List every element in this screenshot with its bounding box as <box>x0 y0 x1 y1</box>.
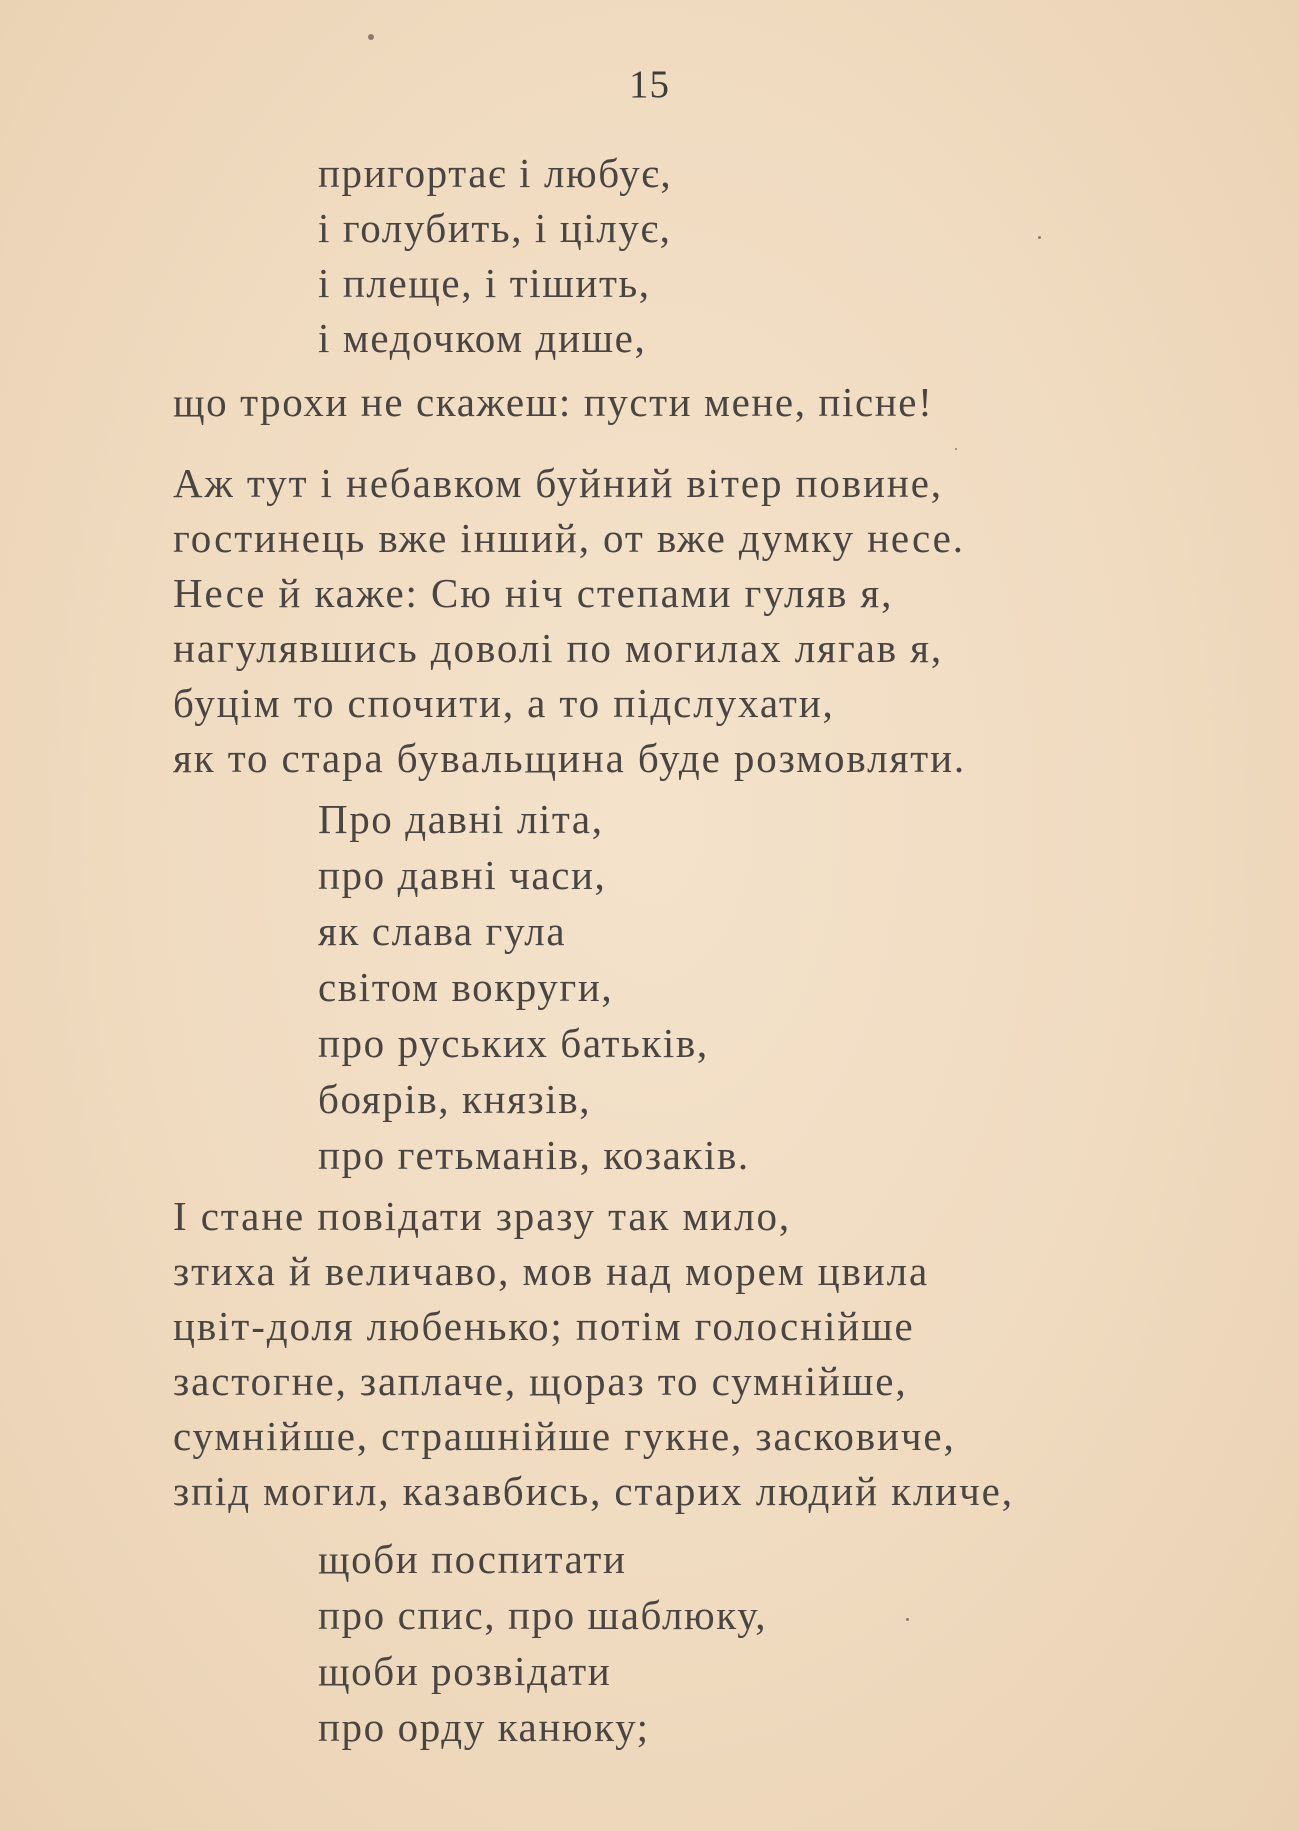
verse-line: і голубить, і цілує, <box>318 205 672 251</box>
verse-line: пригортає і любує, <box>318 150 673 196</box>
verse-line: Несе й каже: Сю ніч степами гуляв я, <box>173 570 894 616</box>
verse-line: про гетьманів, козаків. <box>318 1132 750 1178</box>
verse-line: щоби поспитати <box>318 1536 627 1582</box>
paper-speck <box>1038 236 1041 239</box>
verse-line: Аж тут і небавком буйний вітер повине, <box>173 460 943 506</box>
verse-line: сумнійше, страшнійше гукне, засковиче, <box>173 1413 956 1459</box>
verse-line: буцім то спочити, а то підслухати, <box>173 680 835 726</box>
paper-speck <box>955 448 957 450</box>
stanza-6 <box>318 1531 767 1755</box>
verse-line: гостинець вже інший, от вже думку несе. <box>173 515 965 561</box>
stanza-1 <box>318 146 672 366</box>
verse-line: світом вокруги, <box>318 964 614 1010</box>
verse-line: що трохи не скажеш: пусти мене, пісне! <box>173 379 934 425</box>
verse-line: нагулявшись доволі по могилах лягав я, <box>173 625 944 671</box>
stanza-2 <box>173 374 933 430</box>
verse-line: про руських батьків, <box>318 1020 709 1066</box>
stanza-3 <box>173 456 966 786</box>
verse-line: як слава гула <box>318 908 567 954</box>
verse-line: і плеще, і тішить, <box>318 260 651 306</box>
verse-line: про спис, про шаблюку, <box>318 1592 768 1638</box>
verse-line: зпід могил, казавбись, старих людий кличе, <box>173 1468 1014 1514</box>
verse-line: зтиха й величаво, мов над морем цвила <box>173 1248 930 1294</box>
verse-line: щоби розвідати <box>318 1648 612 1694</box>
stanza-4 <box>318 791 750 1183</box>
verse-line: про орду канюку; <box>318 1704 650 1750</box>
stanza-5 <box>173 1189 1014 1519</box>
verse-line: про давні часи, <box>318 852 607 898</box>
verse-line: як то стара бувальщина буде розмовляти. <box>173 735 967 781</box>
verse-line: цвіт-доля любенько; потім голоснійше <box>173 1303 915 1349</box>
verse-line: І стане повідати зразу так мило, <box>173 1193 792 1239</box>
page-number: 15 <box>629 63 670 106</box>
verse-line: застогне, заплаче, щораз то сумнійше, <box>173 1358 908 1404</box>
paper-speck <box>906 1618 909 1621</box>
verse-line: боярів, князів, <box>318 1076 592 1122</box>
paper-speck <box>368 34 374 40</box>
verse-line: Про давні літа, <box>318 796 604 842</box>
verse-line: і медочком дише, <box>318 315 647 361</box>
